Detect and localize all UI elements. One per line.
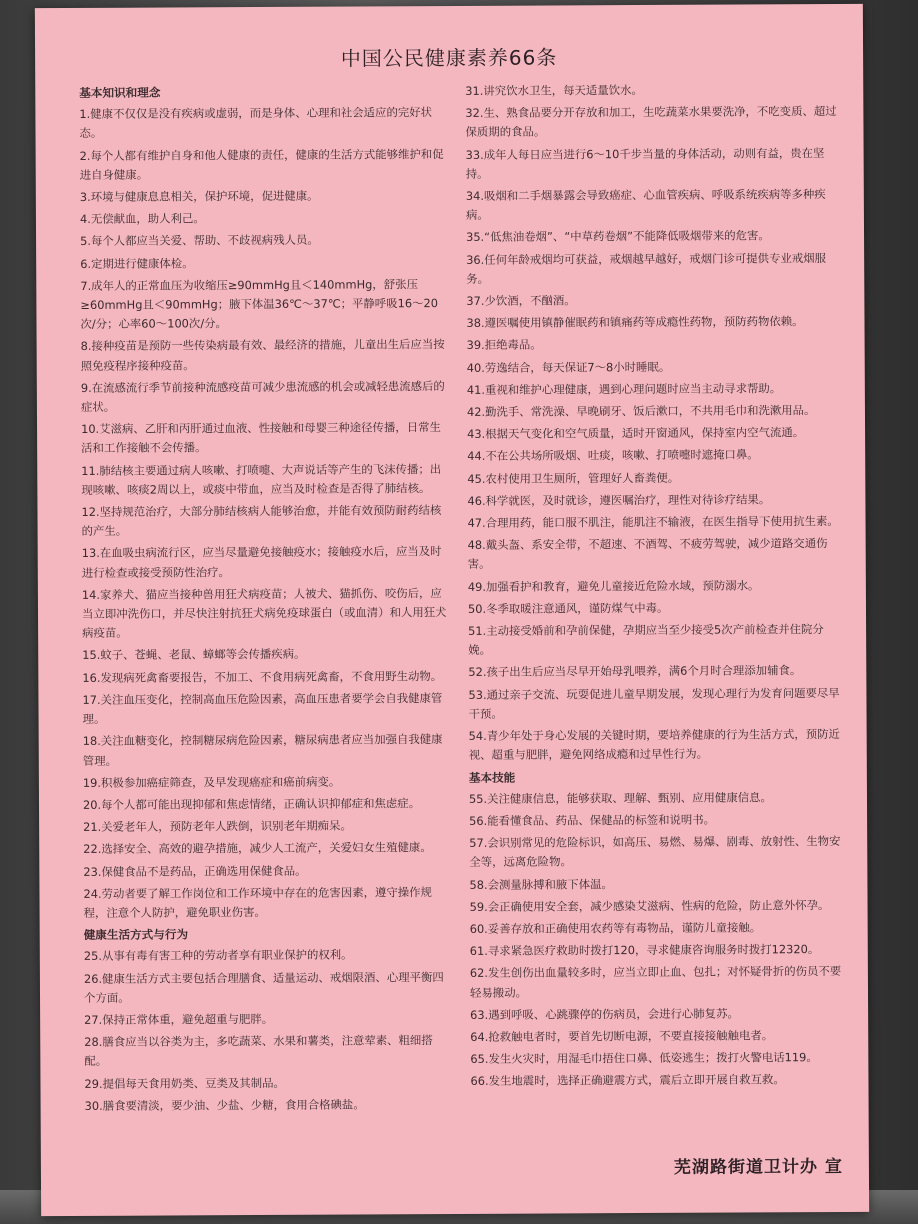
list-item: 59.会正确使用安全套，减少感染艾滋病、性病的危险，防止意外怀孕。	[469, 897, 830, 914]
list-item: 66.发生地震时，选择正确避震方式，震后立即开展自救互救。	[470, 1072, 785, 1089]
list-item: 33.成年人每日应当进行6～10千步当量的身体活动，动则有益，贵在坚持。	[465, 145, 825, 181]
list-item: 61.寻求紧急医疗救助时拨打120，寻求健康咨询服务时拨打12320。	[469, 942, 820, 959]
list-item: 14.家养犬、猫应当接种兽用狂犬病疫苗；人被犬、猫抓伤、咬伤后，应当立即冲洗伤口，并尽快注射抗狂犬病免疫球蛋白（或血清）和人用狂犬病疫苗。	[81, 585, 447, 641]
list-item: 60.妥善存放和正确使用农药等有毒物品，谨防儿童接触。	[469, 920, 762, 936]
list-item: 53.通过亲子交流、玩耍促进儿童早期发展，发现心理行为发育问题要尽早干预。	[468, 685, 840, 721]
list-item: 30.膳食要清淡，要少油、少盐、少糖，食用合格碘盐。	[84, 1097, 365, 1113]
list-item: 52.孩子出生后应当尽早开始母乳喂养，满6个月时合理添加辅食。	[468, 663, 802, 680]
list-item: 3.环境与健康息息相关，保护环境，促进健康。	[79, 188, 319, 204]
list-item: 55.关注健康信息，能够获取、理解、甄别、应用健康信息。	[468, 790, 772, 806]
list-item: 18.关注血糖变化，控制糖尿病危险因素，糖尿病患者应当加强自我健康管理。	[82, 732, 443, 768]
list-item: 54.青少年处于身心发展的关键时期，要培养健康的行为生活方式，预防近视、超重与肥胖，避免网络成瘾和过早性行为。	[468, 727, 840, 763]
list-item: 24.劳动者要了解工作岗位和工作环境中存在的危害因素，遵守操作规程，注意个人防护，避免职业伤害。	[83, 884, 432, 920]
list-item: 23.保健食品不是药品，正确选用保健食品。	[83, 863, 307, 879]
list-item: 46.科学就医，及时就诊，遵医嘱治疗，理性对待诊疗结果。	[467, 492, 771, 508]
list-item: 25.从事有毒有害工种的劳动者享有职业保护的权利。	[83, 947, 353, 964]
list-item: 17.关注血压变化，控制高血压危险因素，高血压患者要学会自我健康管理。	[82, 690, 443, 727]
list-item: 50.冬季取暖注意通风，谨防煤气中毒。	[467, 600, 669, 616]
list-item: 48.戴头盔、系安全带，不超速、不酒驾、不疲劳驾驶，减少道路交通伤害。	[467, 536, 828, 572]
list-item: 26.健康生活方式主要包括合理膳食、适量运动、戒烟限酒、心理平衡四个方面。	[83, 969, 444, 1005]
list-item: 16.发现病死禽畜要报告，不加工、不食用病死禽畜，不食用野生动物。	[82, 668, 443, 685]
list-item: 37.少饮酒，不酗酒。	[466, 293, 576, 308]
list-item: 47.合理用药，能口服不肌注，能肌注不输液，在医生指导下使用抗生素。	[467, 514, 839, 530]
list-item: 2.每个人都有维护自身和他人健康的责任，健康的生活方式能够维护和促进自身健康。	[79, 146, 444, 182]
list-item: 12.坚持规范治疗，大部分肺结核病人能够治愈，并能有效预防耐药结核的产生。	[81, 503, 442, 539]
list-item: 27.保持正常体重，避免超重与肥胖。	[84, 1011, 274, 1027]
list-item: 1.健康不仅仅是没有疾病或虚弱，而是身体、心理和社会适应的完好状态。	[79, 105, 433, 141]
document-title: 中国公民健康素养66条	[340, 45, 558, 71]
list-item: 5.每个人都应当关爱、帮助、不歧视病残人员。	[80, 233, 319, 249]
right-column	[465, 80, 842, 1094]
list-item: 51.主动接受婚前和孕前保健，孕期应当至少接受5次产前检查并住院分娩。	[468, 622, 824, 658]
list-item: 8.接种疫苗是预防一些传染病最有效、最经济的措施，儿童出生后应当按照免疫程序接种疫苗。	[80, 337, 445, 373]
list-item: 57.会识别常见的危险标识，如高压、易燃、易爆、剧毒、放射性、生物安全等，远离危险物。	[469, 834, 841, 870]
list-item: 31.讲究饮水卫生，每天适量饮水。	[465, 82, 643, 98]
list-item: 40.劳逸结合，每天保证7～8小时睡眠。	[466, 359, 671, 375]
list-item: 29.提倡每天食用奶类、豆类及其制品。	[84, 1075, 285, 1091]
list-item: 9.在流感流行季节前接种流感疫苗可减少患流感的机会或减轻患流感后的症状。	[80, 378, 445, 414]
list-item: 42.勤洗手、常洗澡、早晚刷牙、饭后漱口，不共用毛巾和洗漱用品。	[466, 403, 816, 419]
list-item: 41.重视和维护心理健康，遇到心理问题时应当主动寻求帮助。	[466, 381, 782, 397]
list-item: 28.膳食应当以谷类为主，多吃蔬菜、水果和薯类，注意荤素、粗细搭配。	[84, 1033, 433, 1069]
section-heading: 基本知识和理念	[79, 85, 161, 100]
list-item: 62.发生创伤出血量较多时，应当立即止血、包扎；对怀疑骨折的伤员不要轻易搬动。	[469, 964, 842, 1000]
list-item: 39.拒绝毒品。	[466, 337, 542, 353]
section-heading: 基本技能	[468, 770, 516, 785]
list-item: 32.生、熟食品要分开存放和加工，生吃蔬菜水果要洗净，不吃变质、超过保质期的食品。	[465, 104, 837, 140]
list-item: 11.肺结核主要通过病人咳嗽、打喷嚏、大声说话等产生的飞沫传播；出现咳嗽、咳痰2周以上，或痰中带血，应当及时检查是否得了肺结核。	[81, 461, 442, 497]
list-item: 19.积极参加癌症筛查，及早发现癌症和癌前病变。	[82, 774, 341, 790]
list-item: 45.农村使用卫生厕所，管理好人畜粪便。	[467, 470, 680, 486]
list-item: 64.抢救触电者时，要首先切断电源，不要直接接触触电者。	[470, 1028, 774, 1044]
list-item: 43.根据天气变化和空气质量，适时开窗通风，保持室内空气流通。	[467, 425, 805, 442]
list-item: 10.艾滋病、乙肝和丙肝通过血液、性接触和母婴三种途径传播，日常生活和工作接触不会传播。	[81, 420, 441, 456]
list-item: 6.定期进行健康体检。	[80, 255, 194, 271]
list-item: 35.“低焦油卷烟”、“中草药卷烟”不能降低吸烟带来的危害。	[466, 228, 770, 245]
list-item: 13.在血吸虫病流行区，应当尽量避免接触疫水；接触疫水后，应当及时进行检查或接受预防性治疗。	[81, 544, 442, 580]
left-column	[79, 82, 454, 1119]
list-item: 63.遇到呼吸、心跳骤停的伤病员，会进行心肺复苏。	[470, 1006, 739, 1022]
list-item: 20.每个人都可能出现抑郁和焦虑情绪，正确认识抑郁症和焦虑症。	[82, 796, 421, 812]
list-item: 38.遵医嘱使用镇静催眠药和镇痛药等成瘾性药物，预防药物依赖。	[466, 314, 804, 331]
list-item: 36.任何年龄戒烟均可获益，戒烟越早越好，戒烟门诊可提供专业戒烟服务。	[466, 250, 827, 286]
section-heading: 健康生活方式与行为	[83, 927, 189, 943]
list-item: 4.无偿献血，助人利己。	[79, 211, 205, 227]
issuer-footer: 芜湖路街道卫计办 宣	[673, 1156, 843, 1178]
health-literacy-sheet	[35, 4, 869, 1216]
list-item: 21.关爱老年人，预防老年人跌倒，识别老年期痴呆。	[83, 818, 352, 835]
list-item: 49.加强看护和教育，避免儿童接近危险水域，预防溺水。	[467, 578, 760, 594]
list-item: 65.发生火灾时，用湿毛巾捂住口鼻、低姿逃生；拨打火警电话119。	[470, 1050, 818, 1067]
list-item: 7.成年人的正常血压为收缩压≥90mmHg且＜140mmHg，舒张压≥60mmHg且＜90mmHg；腋下体温36℃～37℃；平静呼吸16～20次/分；心率60～100次/分。	[80, 277, 438, 332]
list-item: 58.会测量脉搏和腋下体温。	[469, 876, 613, 892]
list-item: 44.不在公共场所吸烟、吐痰，咳嗽、打喷嚏时遮掩口鼻。	[467, 447, 759, 464]
list-item: 34.吸烟和二手烟暴露会导致癌症、心血管疾病、呼吸系统疾病等多种疾病。	[465, 187, 826, 223]
list-item: 56.能看懂食品、药品、保健品的标签和说明书。	[469, 812, 716, 828]
list-item: 22.选择安全、高效的避孕措施，减少人工流产，关爱妇女生殖健康。	[83, 840, 432, 857]
list-item: 15.蚊子、苍蝇、老鼠、蟑螂等会传播疾病。	[82, 647, 306, 663]
